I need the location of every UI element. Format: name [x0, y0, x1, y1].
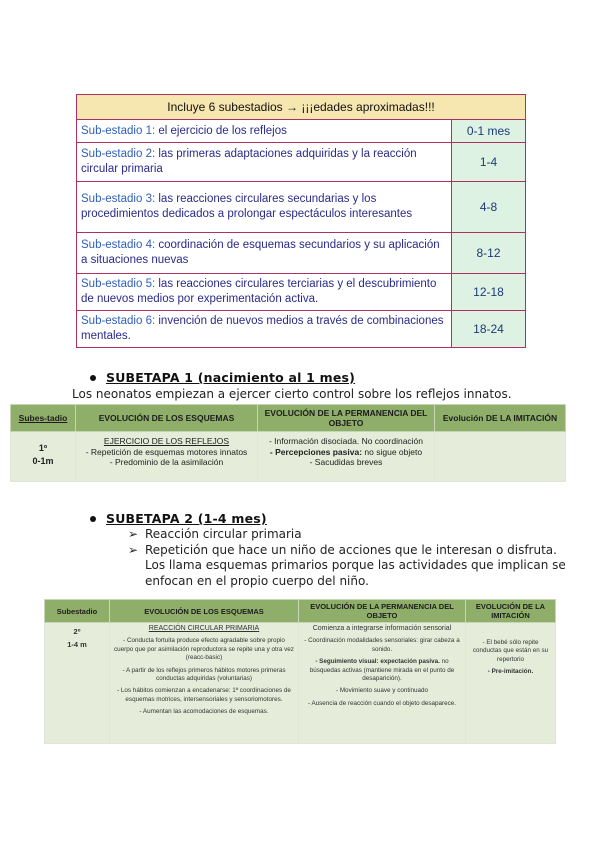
permanence-line: - Coordinación modalidades sensoriales: girar cabeza a sonido.: [304, 637, 460, 653]
substage-text: las reacciones circulares secundarias y los procedimientos dedicados a prolongar espectáculos interesantes: [81, 193, 413, 220]
col-header-schemas: EVOLUCIÓN DE LOS ESQUEMAS: [110, 600, 299, 623]
schemas-line: - Conducta fortuita produce efecto agradable sobre propio cuerpo que por asimilación reproductora se repite una y otra vez (reacc-basic): [114, 637, 294, 662]
col-header-schemas: EVOLUCIÓN DE LOS ESQUEMAS: [76, 405, 258, 432]
permanence-title: Comienza a integrarse información sensorial: [312, 625, 452, 632]
arrow-icon: ➢: [128, 542, 139, 557]
schemas-line: - Predominio de la asimilación: [109, 457, 224, 467]
substage-label: Sub-estadio 5:: [81, 278, 156, 290]
substage-label: Sub-estadio 4:: [81, 239, 156, 251]
schemas-title: REACCIÓN CIRCULAR PRIMARIA: [148, 625, 260, 632]
substage-row-3: [77, 182, 452, 233]
stage-cell: [45, 623, 110, 744]
schemas-line: - A partir de los reflejos primeros hábitos motores primeras conductas adquiridas (voluntarias): [122, 666, 286, 683]
section2-title: SUBETAPA 2 (1-4 mes): [106, 511, 267, 526]
substages-table: [76, 94, 526, 348]
permanence-cell: [299, 623, 466, 744]
permanence-line: - Movimiento suave y continuado: [335, 687, 429, 695]
section2-heading: [90, 511, 267, 526]
schemas-cell: [76, 432, 258, 482]
substage-age: 12-18: [452, 274, 526, 311]
col-header-imitation: Evolución DE LA IMITACIÓN: [435, 405, 566, 432]
substages-header: Incluye 6 subestadios → ¡¡¡edades aproximadas!!!: [77, 95, 526, 120]
section1-heading: [90, 370, 355, 385]
imitation-cell: [466, 623, 556, 744]
substage-text: coordinación de esquemas secundarios y su aplicación a situaciones nuevas: [81, 239, 440, 266]
arrow-icon: ➢: [128, 527, 139, 541]
list-item: [128, 527, 568, 543]
substage-age: 0-1 mes: [452, 120, 526, 143]
substage-row-2: [77, 143, 452, 182]
col-header-stage: Subes-tadio: [11, 405, 76, 432]
substage-label: Sub-estadio 1:: [81, 124, 156, 137]
section1-title: SUBETAPA 1 (nacimiento al 1 mes): [106, 370, 356, 385]
bullet-dot: [90, 375, 96, 381]
schemas-cell: [110, 623, 299, 744]
substage-row-5: [77, 274, 452, 311]
col-header-permanence: EVOLUCIÓN DE LA PERMANENCIA DEL OBJETO: [258, 405, 435, 432]
stage-number: 2º: [73, 627, 81, 636]
bullet-dot: [90, 516, 96, 522]
substage-age: 18-24: [452, 311, 526, 348]
col-header-imitation: EVOLUCIÓN DE LA IMITACIÓN: [466, 600, 556, 623]
stage1-table: [10, 404, 566, 482]
schemas-line: - Repetición de esquemas motores innatos: [85, 446, 248, 457]
list-item-text: Reacción circular primaria: [145, 527, 302, 541]
imitation-cell: [435, 432, 566, 482]
stage-cell: [11, 432, 76, 482]
col-header-stage: Subestadio: [45, 600, 110, 623]
schemas-line: EJERCICIO DE LOS REFLEJOS: [103, 436, 230, 446]
list-item-text: Repetición que hace un niño de acciones que le interesan o disfruta. Los llama esquemas primarios porque las actividades que implican se enfocan en el propio cuerpo del niño.: [145, 542, 566, 588]
substage-age: 1-4: [452, 143, 526, 182]
stage2-table: [44, 599, 556, 744]
permanence-line: - Información disociada. No coordinación: [268, 436, 424, 446]
schemas-line: - Los hábitos comienzan a encadenarse: 1ª coordinaciones de esquemas motrices, intersensoriales y sensoriomotores.: [117, 687, 291, 703]
permanence-line: - Seguimiento visual: expectación pasiva. no búsquedas activas (mantiene mirada en el punto de desaparición).: [309, 658, 455, 683]
substage-label: Sub-estadio 2:: [81, 148, 156, 160]
imitation-line: - Pre-imitación.: [487, 668, 534, 676]
permanence-cell: [258, 432, 435, 482]
substage-text: el ejercicio de los reflejos: [158, 124, 287, 137]
col-header-permanence: EVOLUCIÓN DE LA PERMANENCIA DEL OBJETO: [299, 600, 466, 623]
stage-range: 0-1m: [32, 456, 54, 466]
substage-label: Sub-estadio 3:: [81, 193, 156, 205]
substage-text: invención de nuevos medios a través de combinaciones mentales.: [81, 315, 444, 342]
substage-age: 8-12: [452, 233, 526, 274]
stage-number: 1º: [38, 443, 48, 453]
substage-row-4: [77, 233, 452, 274]
substage-row-1: [77, 120, 452, 143]
schemas-line: - Aumentan las acomodaciones de esquemas.: [139, 708, 269, 716]
stage-range: 1-4 m: [67, 640, 87, 649]
substage-row-6: [77, 311, 452, 348]
permanence-line: - Sacudidas breves: [309, 457, 383, 467]
substage-age: 4-8: [452, 182, 526, 233]
substage-text: las reacciones circulares terciarias y el descubrimiento de nuevos medios por experimentación activa.: [81, 278, 437, 305]
substage-label: Sub-estadio 6:: [81, 315, 156, 327]
list-item: [128, 543, 568, 590]
section2-list: [128, 527, 568, 589]
substage-text: las primeras adaptaciones adquiridas y la reacción circular primaria: [81, 148, 417, 175]
permanence-line: - Ausencia de reacción cuando el objeto desaparece.: [307, 699, 457, 707]
section1-intro: Los neonatos empiezan a ejercer cierto control sobre los reflejos innatos.: [72, 387, 512, 401]
imitation-line: - El bebé sólo repite conductas que están en su repertorio: [472, 639, 549, 663]
permanence-line: - Percepciones pasiva: no sigue objeto: [269, 446, 423, 457]
